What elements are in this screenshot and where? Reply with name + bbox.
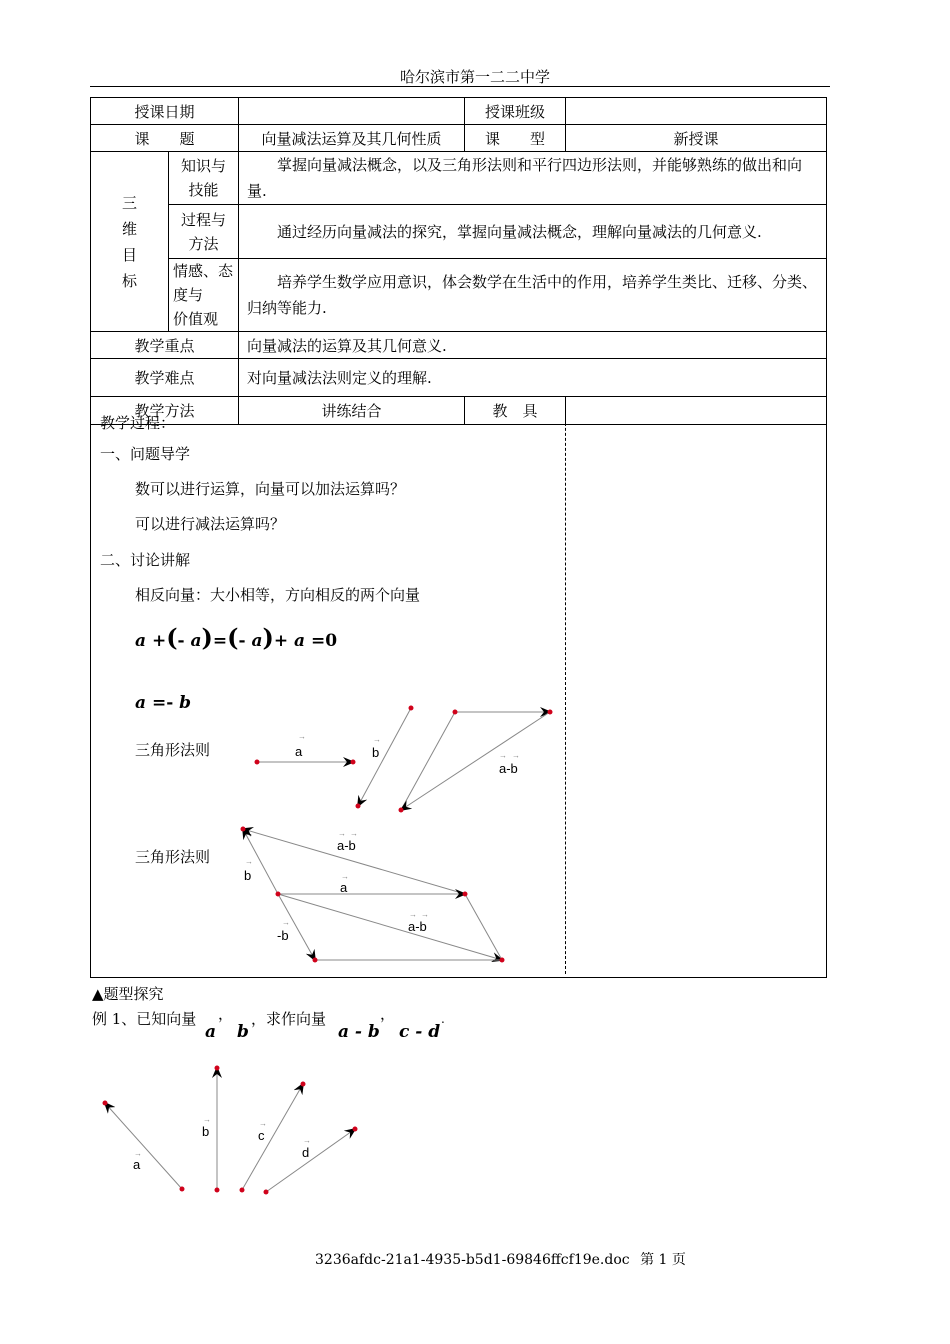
type-label: 课 型	[465, 125, 566, 152]
vector-point	[301, 1082, 306, 1087]
eq-op: -	[238, 631, 246, 651]
vector-arrow-mark: →	[338, 829, 346, 838]
vector-point	[215, 1188, 220, 1193]
vector-b-line	[358, 708, 411, 806]
vector-point	[453, 710, 458, 715]
eq-var: b	[179, 693, 192, 713]
vector-point	[264, 1190, 269, 1195]
eq-var: a	[135, 693, 147, 713]
triangle-b-line	[401, 712, 455, 810]
vector-label: d	[302, 1145, 310, 1160]
footer-filename: 3236afdc-21a1-4935-b5d1-69846ffcf19e.doc	[315, 1252, 630, 1268]
vector-arrow-mark: →	[298, 732, 306, 741]
vector-point	[500, 958, 505, 963]
key-label: 教学重点	[91, 332, 239, 359]
date-label: 授课日期	[91, 98, 239, 125]
vector-point	[276, 892, 281, 897]
section-heading: 一、问题导学	[100, 445, 191, 463]
parallelogram-negb-line	[278, 894, 315, 960]
vector-arrow-mark: →	[134, 1149, 142, 1158]
eq-op: =	[151, 693, 167, 713]
vector-point	[240, 1188, 245, 1193]
vector-arrow-mark: →	[373, 735, 381, 744]
vector-arrow-mark: →	[282, 918, 290, 927]
vector-point	[548, 710, 553, 715]
vector-label: -b	[277, 928, 289, 943]
goals-label-char: 三	[121, 193, 137, 212]
vector-arrow-mark: →	[259, 1119, 267, 1128]
goal-label-line: 知识与	[181, 157, 227, 175]
goal-label-line: 过程与	[181, 210, 227, 229]
topic-value: 向量减法运算及其几何性质	[239, 125, 465, 152]
rule-triangle-label: 三角形法则	[135, 848, 211, 866]
vector-label: a	[340, 880, 348, 895]
rule-triangle-label: 三角形法则	[135, 741, 211, 759]
example-vectors	[103, 1066, 358, 1195]
example-vector-a-line	[105, 1103, 182, 1189]
eq-value: 0	[325, 631, 338, 651]
example-comma: ，	[380, 1005, 396, 1023]
figure-1-vector-b	[356, 706, 414, 809]
vector-label: a	[133, 1157, 141, 1172]
eq-op: +	[273, 631, 289, 651]
vector-label: a-b	[499, 761, 518, 776]
vector-label: a	[295, 744, 303, 759]
vector-point	[255, 760, 260, 765]
method-value: 讲练结合	[239, 397, 465, 425]
parallelogram-diff2-line	[278, 894, 502, 960]
vector-arrow-mark: →	[245, 857, 253, 866]
school-header: 哈尔滨市第一二二中学	[399, 68, 550, 86]
difficulty-label: 教学难点	[91, 359, 239, 397]
eq-op: =	[212, 631, 228, 651]
goals-label-char: 标	[121, 271, 137, 290]
opposite-vector-definition: 相反向量：大小相等，方向相反的两个向量	[135, 586, 421, 604]
tools-label: 教 具	[465, 397, 566, 425]
goal-attitude-text: 培养学生数学应用意识，体会数学在生活中的作用，培养学生类比、迁移、分类、归纳等能力.	[239, 259, 827, 332]
eq-var: a	[294, 631, 306, 651]
example-prefix: 例 1、已知向量	[92, 1010, 197, 1028]
vector-point	[409, 706, 414, 711]
example-comma: ，	[218, 1005, 234, 1023]
vector-point	[463, 892, 468, 897]
vector-point	[241, 827, 246, 832]
vector-label: b	[244, 868, 252, 883]
vector-arrow-mark: →	[409, 910, 417, 919]
vector-arrow-mark: →	[350, 829, 358, 838]
vector-arrow-mark: →	[203, 1115, 211, 1124]
eq-op: +	[151, 631, 167, 651]
eq-paren: )	[262, 623, 274, 652]
vector-point	[180, 1187, 185, 1192]
vector-point	[103, 1101, 108, 1106]
question-text: 数可以进行运算，向量可以加法运算吗？	[135, 480, 406, 498]
goal-knowledge-text: 掌握向量减法概念，以及三角形法则和平行四边形法则，并能够熟练的做出和向量.	[239, 152, 827, 205]
example-a-minus-b: a - b	[338, 1022, 380, 1042]
example-vector-c-line	[242, 1084, 303, 1190]
goals-label-char: 目	[121, 245, 137, 264]
figure-1-triangle	[399, 710, 553, 813]
goals-label-char: 维	[121, 219, 137, 238]
eq-op: =	[310, 631, 326, 651]
question-text: 可以进行减法运算吗？	[135, 515, 286, 533]
vector-arrow-mark: →	[512, 751, 520, 760]
example-vector-b: b	[237, 1022, 249, 1042]
figure-1-vector-a	[255, 732, 356, 765]
vector-label: b	[372, 745, 380, 760]
class-label: 授课班级	[465, 98, 566, 125]
section-heading: 二、讨论讲解	[100, 551, 191, 569]
process-title: 教学过程：	[100, 414, 176, 432]
vector-label: a-b	[337, 838, 356, 853]
vector-arrow-mark: →	[341, 872, 349, 881]
vector-point	[356, 804, 361, 809]
figure-2-parallelogram	[241, 827, 505, 963]
eq-op: -	[177, 631, 185, 651]
vector-point	[351, 760, 356, 765]
eq-op: -	[166, 693, 174, 713]
vector-label: b	[202, 1124, 210, 1139]
eq-var: a	[251, 631, 263, 651]
example-mid: ，求作向量	[251, 1010, 327, 1028]
vector-point	[313, 958, 318, 963]
explore-title: ▲题型探究	[92, 985, 164, 1003]
vector-point	[399, 808, 404, 813]
eq-paren: (	[166, 623, 178, 652]
goal-label-line: 价值观	[173, 310, 219, 328]
eq-paren: (	[227, 623, 239, 652]
method-label: 教学方法	[91, 397, 239, 425]
eq-paren: )	[201, 623, 213, 652]
vector-point	[215, 1066, 220, 1071]
vector-arrow-mark: →	[303, 1136, 311, 1145]
goal-label-line: 方法	[188, 234, 219, 253]
parallelogram-right-line	[465, 894, 502, 960]
goal-label-line: 技能	[188, 181, 219, 199]
vector-label: c	[258, 1128, 265, 1143]
vector-arrow-mark: →	[499, 751, 507, 760]
goal-process-text: 通过经历向量减法的探究，掌握向量减法概念，理解向量减法的几何意义.	[239, 205, 827, 259]
triangle-diff-line	[401, 712, 550, 810]
difficulty-value: 对向量减法法则定义的理解.	[239, 359, 827, 397]
topic-label: 课 题	[91, 125, 239, 152]
example-c-minus-d: c - d	[399, 1022, 441, 1042]
page-footer	[315, 1249, 686, 1269]
vector-point	[353, 1127, 358, 1132]
key-value: 向量减法的运算及其几何意义.	[239, 332, 827, 359]
eq-var: a	[190, 631, 202, 651]
type-value: 新授课	[566, 125, 827, 152]
example-period: .	[441, 1012, 445, 1026]
vector-arrow-mark: →	[421, 910, 429, 919]
eq-var: a	[135, 631, 147, 651]
footer-page: 第 1 页	[640, 1252, 686, 1268]
example-vector-a: a	[205, 1022, 217, 1042]
goal-label-line: 情感、态度与	[173, 262, 234, 304]
vector-label: a-b	[408, 919, 427, 934]
